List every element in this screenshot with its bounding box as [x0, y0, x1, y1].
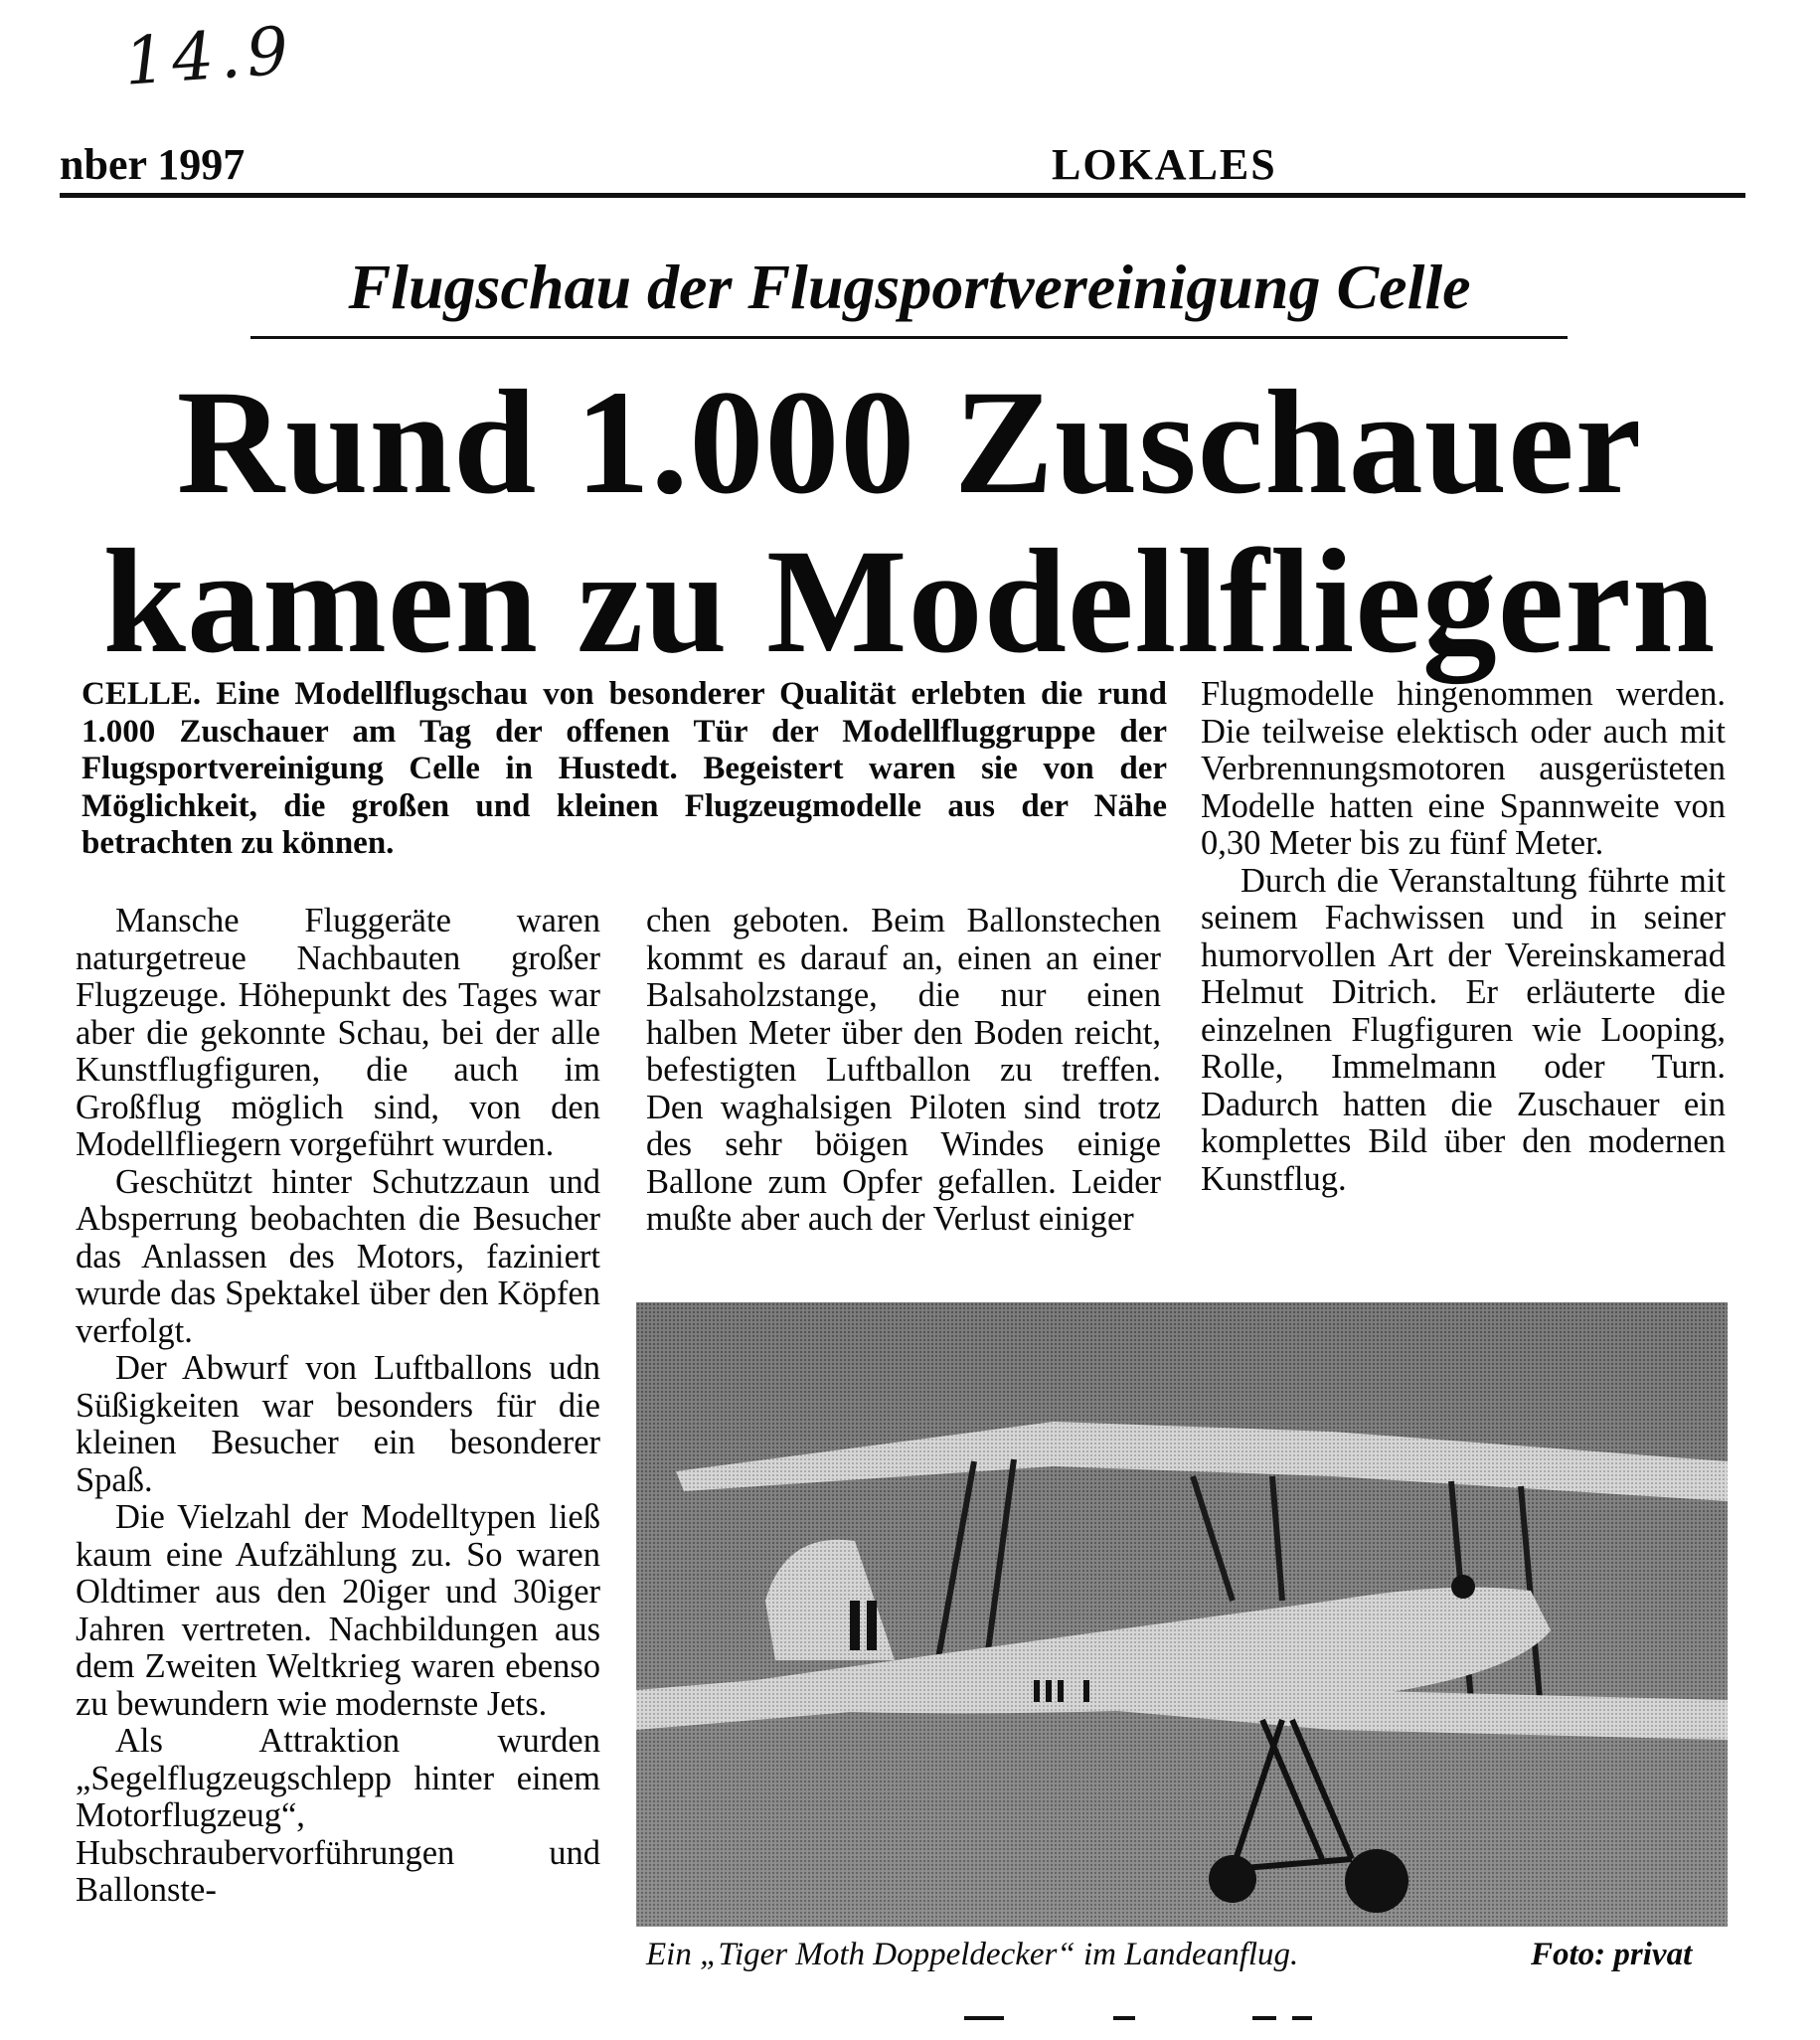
- biplane-photo: [636, 1302, 1728, 1927]
- headline-line-2: kamen zu Modellfliegern: [102, 519, 1717, 684]
- body-paragraph: Geschützt hinter Schutzzaun und Absperrung beobachten die Besucher das Anlassen des Motors, faziniert wurde das Spektakel über den Köpfen verfolgt.: [76, 1162, 600, 1350]
- body-paragraph: Als Attraktion wurden „Segelflugzeugschlepp hinter einem Motorflugzeug“, Hubschraubervorführungen und Ballonste-: [76, 1722, 600, 1909]
- body-paragraph: chen geboten. Beim Ballonstechen kommt es darauf an, einen an einer Balsaholzstange, die nur einen halben Meter über den Boden reicht, befestigten Luftballon zu treffen. Den waghalsigen Piloten sind trotz des sehr böigen Windes einige Ballone zum Opfer gefallen. Leider mußte aber auch der Verlust einiger: [646, 902, 1161, 1238]
- photo-caption: Ein „Tiger Moth Doppeldecker“ im Landeanflug.: [646, 1937, 1299, 1972]
- article-column-1: [76, 903, 600, 1910]
- article-column-2: [646, 903, 1161, 1239]
- kicker-rule: [250, 336, 1568, 339]
- headline-line-1: Rund 1.000 Zuschauer: [176, 360, 1643, 525]
- body-paragraph: Die Vielzahl der Modelltypen ließ kaum eine Aufzählung zu. So waren Oldtimer aus den 20iger und 30iger Jahren vertreten. Nachbildungen aus dem Zweiten Weltkrieg waren ebenso zu bewundern wie modernste Jets.: [76, 1498, 600, 1723]
- photo-credit: Foto: privat: [1531, 1937, 1693, 1972]
- body-paragraph: Durch die Veranstaltung führte mit seinem Fachwissen und in seiner humorvollen Art der Vereinskamerad Helmut Ditrich. Er erläuterte die einzelnen Flugfiguren wie Looping, Rolle, Immelmann oder Turn. Dadurch hatten die Zuschauer ein komplettes Bild über den modernen Kunstflug.: [1201, 861, 1726, 1198]
- lead-paragraph: CELLE. Eine Modellflugschau von besonderer Qualität erlebten die rund 1.000 Zuschauer am Tag der offenen Tür der Modellfluggruppe der Flugsportvereinigung Celle in Hustedt. Begeistert waren sie von der Möglichkeit, die großen und kleinen Flugzeugmodelle aus der Nähe betrachten zu können.: [82, 676, 1167, 861]
- article-kicker: Flugschau der Flugsportvereinigung Celle: [348, 252, 1471, 322]
- body-paragraph: Flugmodelle hingenommen werden. Die teilweise elektisch oder auch mit Verbrennungsmotoren ausgerüsteten Modelle hatten eine Spannweite von 0,30 Meter bis zu fünf Meter.: [1201, 675, 1726, 862]
- article-column-3: [1201, 676, 1726, 1198]
- article-headline: [89, 360, 1730, 684]
- body-paragraph: Mansche Fluggeräte waren naturgetreue Nachbauten großer Flugzeuge. Höhepunkt des Tages war aber die gekonnte Schau, bei der alle Kunstflugfiguren, die auch im Großflug möglich sind, von den Modellfliegern vorgeführt wurden.: [76, 902, 600, 1163]
- article-lead: [82, 676, 1167, 863]
- print-marks: [964, 2016, 1362, 2022]
- body-paragraph: Der Abwurf von Luftballons udn Süßigkeiten war besonders für die kleinen Besucher ein besonderer Spaß.: [76, 1349, 600, 1499]
- header-rule: [60, 193, 1745, 198]
- handwritten-note: 14.9: [121, 12, 297, 100]
- page-date: nber 1997: [60, 140, 246, 189]
- section-title: LOKALES: [1052, 140, 1277, 189]
